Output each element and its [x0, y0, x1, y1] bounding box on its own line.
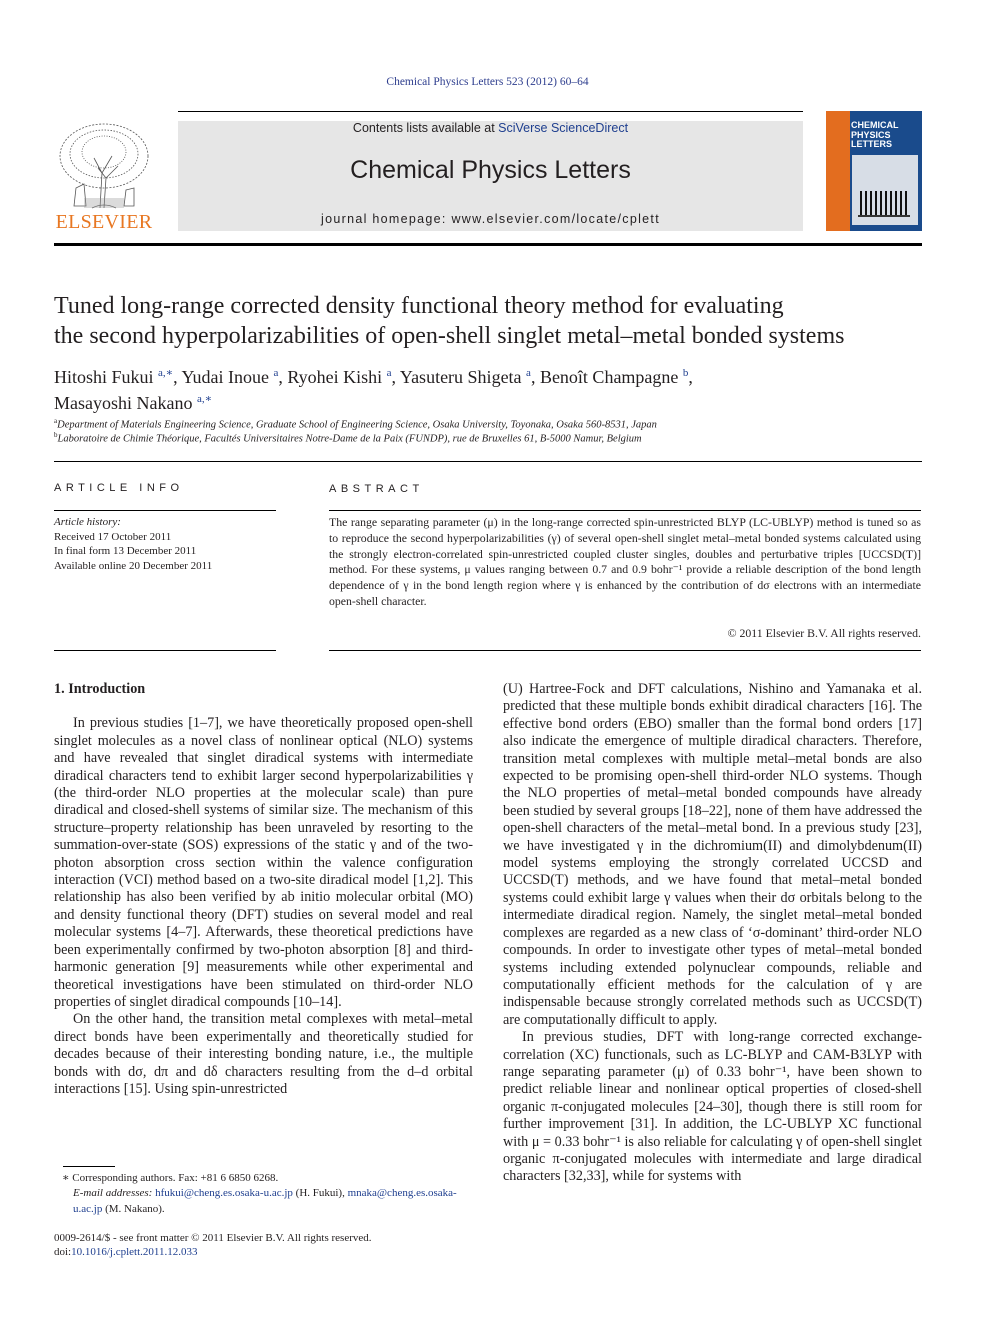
section-divider — [54, 461, 922, 462]
abstract-heading: ABSTRACT — [329, 483, 424, 495]
article-info-rule — [54, 510, 276, 511]
author-separator: , — [173, 367, 182, 387]
journal-name: Chemical Physics Letters — [350, 156, 631, 184]
author — [540, 367, 693, 387]
cover-title: CHEMICAL PHYSICS LETTERS — [851, 120, 899, 149]
author-separator: , — [530, 367, 540, 387]
paragraph: In previous studies [1–7], we have theoretically proposed open-shell singlet molecules as a novel class of nonlinear optical (NLO) systems and have revealed that singlet diradical systems with intermediate diradical characters tend to exhibit larger second hyperpolarizabilities γ (the third-order NLO properties at the molecular scale) than pure diradical and closed-shell systems of similar size. The mechanism of this structure–property relationship has been unraveled by resorting to the summation-over-state (SOS) expressions of the static γ and of the two-photon absorption cross section within the valence configuration interaction (VCI) method based on a two-site diradical model [1,2]. This relationship has also been verified by ab initio molecular orbital (MO) and density functional theory (DFT) studies on several model and real molecular systems [4–7]. Afterwards, these theoretical predictions have been experimentally confirmed by two-photon absorption [8] and third-harmonic generation [9] measurements while other experimental and theoretical investigations have been stimulated on third-order NLO properties of singlet diradical compounds [10–14]. — [54, 715, 473, 1010]
doi-line — [54, 1245, 554, 1259]
section-heading: 1. Introduction — [54, 681, 146, 697]
affiliation-mark: a — [54, 417, 58, 425]
sciencedirect-link[interactable]: SciVerse ScienceDirect — [498, 121, 629, 135]
author — [54, 393, 212, 413]
body-column-right — [503, 681, 922, 1186]
article-title-line1: Tuned long-range corrected density functional theory method for evaluating — [54, 293, 784, 319]
email-note — [54, 1186, 473, 1217]
contents-line — [178, 121, 803, 135]
article-info-heading: ARTICLE INFO — [54, 482, 184, 494]
author-separator: , — [688, 367, 693, 387]
author-name: Ryohei Kishi — [287, 367, 383, 387]
email-link-fukui[interactable]: hfukui@cheng.es.osaka-u.ac.jp — [155, 1187, 293, 1200]
journal-reference[interactable]: Chemical Physics Letters 523 (2012) 60–64 — [386, 76, 589, 88]
affiliation-b — [54, 431, 934, 445]
final-form-date: In final form 13 December 2011 — [54, 545, 197, 557]
received-date: Received 17 October 2011 — [54, 530, 172, 543]
online-date: Available online 20 December 2011 — [54, 559, 213, 572]
author-name: Benoît Champagne — [539, 367, 679, 387]
cover-image — [852, 155, 918, 225]
affiliation-a — [54, 417, 934, 431]
footnote-rule — [63, 1166, 115, 1167]
article-history — [54, 515, 276, 573]
author-affiliation-mark[interactable]: a,∗ — [196, 393, 213, 405]
author-affiliation-mark[interactable]: a — [526, 367, 531, 379]
article-info-bottom-rule — [54, 650, 276, 651]
author-name: Yudai Inoue — [181, 367, 269, 387]
affiliation-text: Laboratoire de Chimie Théorique, Facultés Universitaires Notre-Dame de la Paix (FUNDP), rue de Bruxelles 61, B-5000 Namur, Belgium — [57, 433, 642, 445]
contents-prefix: Contents lists available at — [352, 121, 499, 135]
author-name: Yasuteru Shigeta — [399, 367, 522, 387]
email-label: E-mail addresses: — [73, 1187, 153, 1200]
author-separator: , — [278, 367, 288, 387]
doi-link[interactable]: 10.1016/j.cplett.2011.12.033 — [71, 1246, 198, 1258]
paragraph: (U) Hartree-Fock and DFT calculations, Nishino and Yamanaka et al. predicted that these multiple bonds exhibit diradical characters [16]. The effective bond orders (EBO) smaller than the formal bond orders [17] also indicate the emergence of multiple diradical characters. Therefore, transition metal complexes with multiple metal–metal bonds are also expected to be promising open-shell third-order NLO systems. Though the NLO properties of metal–metal bonded compounds have already been studied by several groups [18–22], none of them have addressed the open-shell characters of the metal–metal bond. In a previous study [23], we have investigated γ in the dichromium(II) and dimolybdenum(II) model systems employing the strongly correlated UCCSD and UCCSD(T) methods, and we have found that metal–metal bonded systems could exhibit large γ values when their dσ orbitals belong to the intermediate diradical region. Namely, the singlet metal–metal bonded complexes are regarded as a new class of ‘σ-dominant’ third-order NLO compounds. In order to investigate other types of metal–metal bonded systems including extended polynuclear compounds, reliable and computationally efficient methods for the calculation of γ are indispensable because strongly correlated methods such as UCCSD(T) are computationally difficult to apply. — [503, 681, 922, 1028]
abstract-text: The range separating parameter (μ) in the long-range corrected spin-unrestricted BLYP (LC-UBLYP) method is tuned so as to reproduce the second hyperpolarizabilities (γ) of several open-shell singlet metal–metal bonded systems calculated using the strongly electron-correlated spin-unrestricted coupled cluster singles, doubles and perturbative triples [UCCSD(T)] method. For these systems, μ values ranging between 0.7 and 0.9 bohr⁻¹ provide a reliable description of the bond length dependence of γ in the bond length region where γ is enhanced by the contribution of dσ electrons with an intermediate open-shell character. — [329, 515, 921, 608]
author-name: Masayoshi Nakano — [54, 393, 193, 413]
author — [287, 367, 400, 387]
author-name: Hitoshi Fukui — [54, 367, 154, 387]
doi-prefix: doi: — [54, 1246, 72, 1258]
paragraph: On the other hand, the transition metal complexes with metal–metal direct bonds have been experimentally and theoretically studied for decades because of their interesting bonding nature, i.e., the multiple bonds with dσ, dπ and dδ characters resulting from the d–d orbital interactions [15]. Using spin-unrestricted — [54, 1011, 473, 1097]
corresponding-note: ∗ Corresponding authors. Fax: +81 6 6850 6268. — [62, 1172, 279, 1184]
author-list — [54, 362, 934, 414]
author-affiliation-mark[interactable]: a,∗ — [158, 367, 174, 379]
affiliation-text: Department of Materials Engineering Science, Graduate School of Engineering Science, Osaka University, Toyonaka, Osaka 560-8531, Japan — [57, 419, 657, 431]
email-link-nakano[interactable]: mnaka@cheng.es.osaka-u.ac.jp — [73, 1187, 457, 1215]
author-affiliation-mark[interactable]: a — [386, 367, 392, 379]
publisher-wordmark: ELSEVIER — [55, 211, 153, 233]
author — [181, 367, 287, 387]
abstract-copyright: © 2011 Elsevier B.V. All rights reserved. — [727, 626, 921, 640]
bottom-info — [54, 1231, 554, 1259]
author — [400, 367, 540, 387]
author-affiliation-mark[interactable]: a — [273, 367, 279, 379]
abstract-rule — [329, 510, 921, 511]
journal-cover-thumbnail[interactable] — [826, 111, 922, 231]
header-bottom-rule — [54, 243, 922, 246]
paragraph: In previous studies, DFT with long-range corrected exchange-correlation (XC) functionals, such as LC-BLYP and CAM-B3LYP with range separating parameter (μ) of 0.33 bohr⁻¹, have been shown to predict reliable linear and nonlinear optical properties of closed-shell organic π-conjugated molecules [24–30], though there is still room for further improvement [31]. In addition, the LC-UBLYP XC functional with μ = 0.33 bohr⁻¹ is also reliable for calculating γ of open-shell singlet organic π-conjugated molecules with intermediate and large diradical characters [32,33], while for systems with — [503, 1029, 922, 1185]
affiliation-mark: b — [54, 431, 58, 439]
cover-orange-strip — [826, 111, 850, 231]
header-top-rule — [178, 111, 803, 112]
author — [54, 367, 181, 387]
article-title-line2: the second hyperpolarizabilities of open-shell singlet metal–metal bonded systems — [54, 322, 845, 349]
email-owner: (M. Nakano). — [105, 1202, 165, 1215]
author-separator: , — [391, 367, 400, 387]
email-owner: (H. Fukui), — [295, 1187, 345, 1200]
issn-line: 0009-2614/$ - see front matter © 2011 Elsevier B.V. All rights reserved. — [54, 1232, 372, 1244]
article-title — [54, 292, 934, 351]
history-label: Article history: — [54, 516, 121, 528]
abstract-bottom-rule — [329, 650, 921, 651]
journal-homepage[interactable]: journal homepage: www.elsevier.com/locate/cplett — [321, 212, 660, 226]
footnotes — [54, 1171, 473, 1217]
author-affiliation-mark[interactable]: b — [682, 367, 689, 379]
body-column-left — [54, 681, 473, 1098]
